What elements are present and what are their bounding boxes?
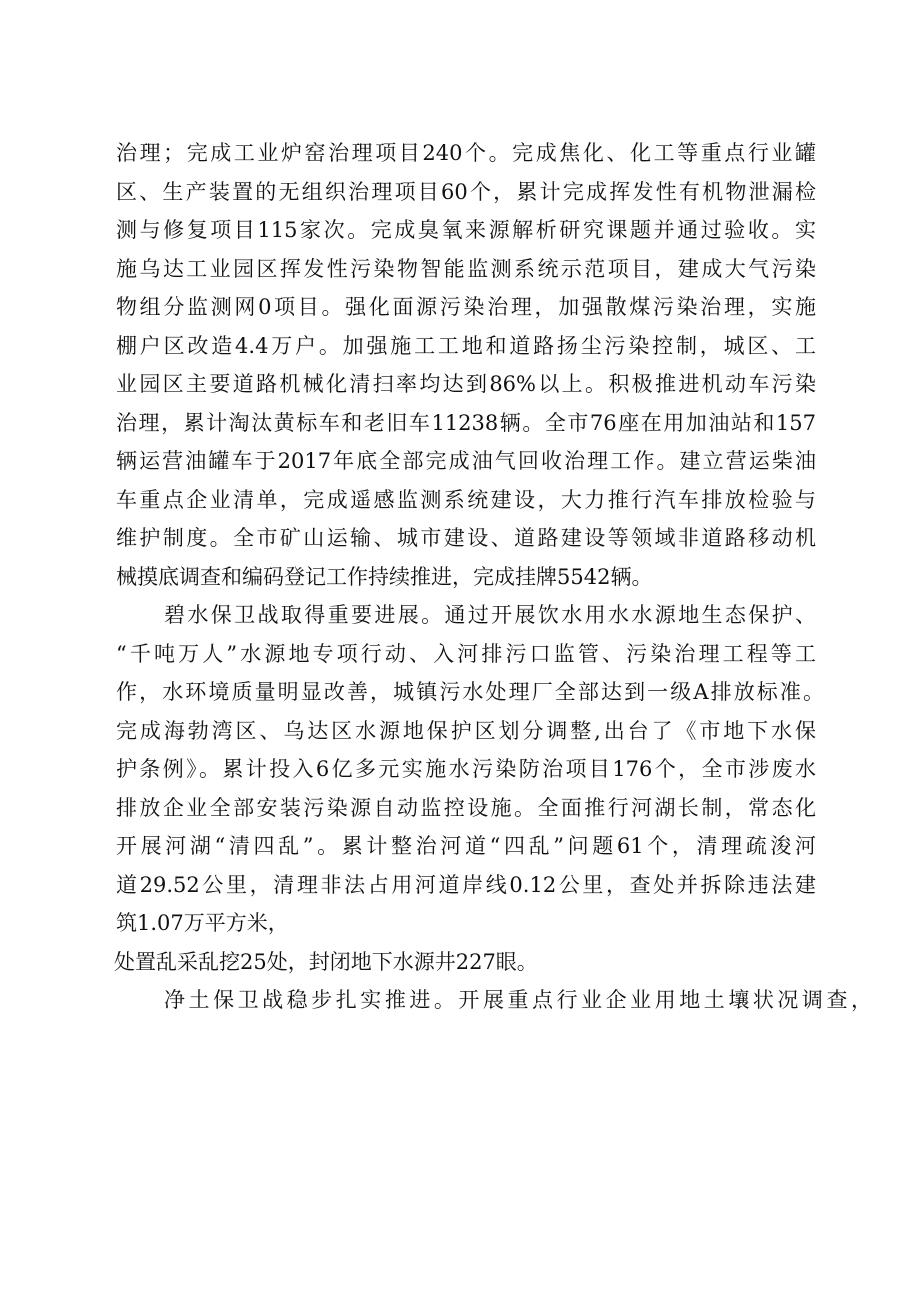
- document-body: [114, 134, 872, 1020]
- text-line: 排放企业全部安装污染源自动监控设施。全面推行河湖长制，常态化: [116, 795, 816, 820]
- text-line: 开展河湖“清四乱”。累计整治河道“四乱”问题61个，清理疏浚河: [116, 834, 816, 858]
- text-line: 业园区主要道路机械化清扫率均达到86%以上。积极推进机动车污染: [116, 372, 816, 396]
- text-line: 棚户区改造4.4万户。加强施工工地和道路扬尘污染控制，城区、工: [116, 333, 816, 358]
- paragraph-start-line: 净土保卫战稳步扎实推进。开展重点行业企业用地土壤状况调查，: [164, 988, 872, 1012]
- text-line: 完成海勃湾区、乌达区水源地保护区划分调整,出台了《市地下水保: [116, 718, 816, 743]
- text-line: 治理，累计淘汰黄标车和老旧车11238辆。全市76座在用加油站和157: [116, 410, 816, 435]
- paragraph-start-line: 碧水保卫战取得重要进展。通过开展饮水用水水源地生态保护、: [164, 603, 816, 627]
- text-line: 道29.52公里，清理非法占用河道岸线0.12公里，查处并拆除违法建: [116, 872, 816, 897]
- text-line: 区、生产装置的无组织治理项目60个，累计完成挥发性有机物泄漏检: [116, 179, 816, 204]
- text-line: 治理；完成工业炉窑治理项目240个。完成焦化、化工等重点行业罐: [116, 141, 816, 165]
- text-line: 辆运营油罐车于2017年底全部完成油气回收治理工作。建立营运柴油: [116, 449, 816, 473]
- text-line: “千吨万人”水源地专项行动、入河排污口监管、污染治理工程等工: [116, 641, 816, 666]
- text-line: 筑1.07万平方米，: [116, 911, 289, 935]
- text-line: 护条例》。累计投入6亿多元实施水污染防治项目176个，全市涉废水: [116, 757, 816, 781]
- text-line: 维护制度。全市矿山运输、城市建设、道路建设等领域非道路移动机: [116, 526, 816, 550]
- text-line: 处置乱采乱挖25处，封闭地下水源井227眼。: [114, 949, 538, 974]
- text-line: 施乌达工业园区挥发性污染物智能监测系统示范项目，建成大气污染: [116, 256, 816, 281]
- text-line: 械摸底调查和编码登记工作持续推进，完成挂牌5542辆。: [116, 564, 653, 589]
- text-line: 测与修复项目115家次。完成臭氧来源解析研究课题并通过验收。实: [116, 218, 816, 242]
- text-line: 物组分监测网0项目。强化面源污染治理，加强散煤污染治理，实施: [116, 295, 816, 319]
- text-line: 作，水环境质量明显改善，城镇污水处理厂全部达到一级A排放标准。: [116, 680, 824, 704]
- text-line: 车重点企业清单，完成遥感监测系统建设，大力推行汽车排放检验与: [116, 487, 816, 512]
